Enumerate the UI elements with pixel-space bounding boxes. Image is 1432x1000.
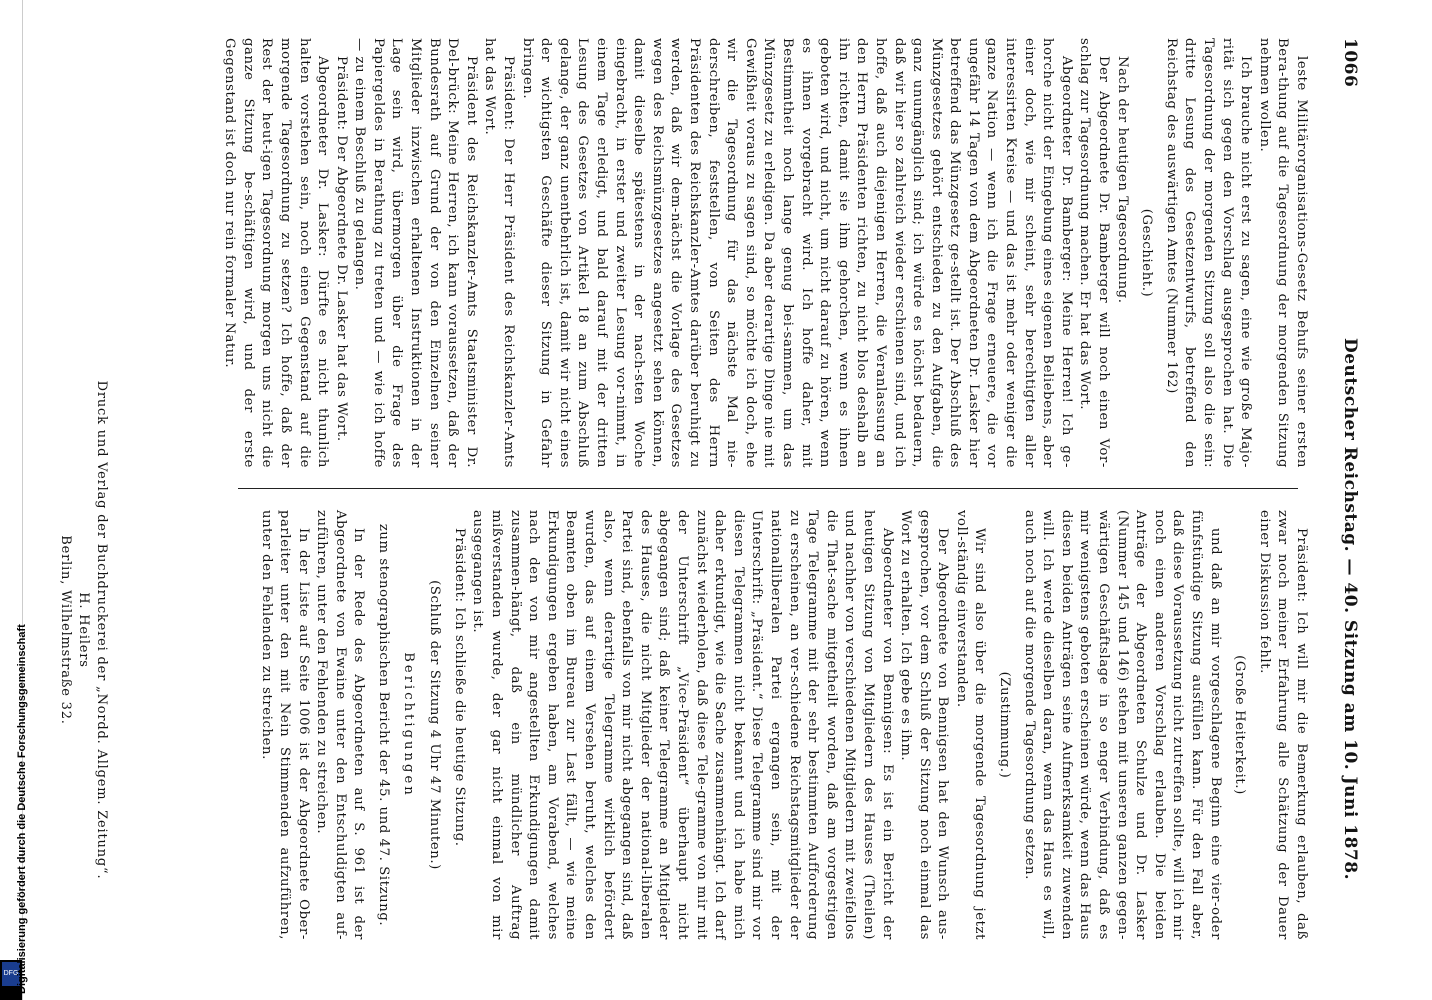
stage-direction: (Zustimmung.) bbox=[997, 671, 1013, 779]
paragraph: leste Militärorganisations-Gesetz Behufs seiner ersten Bera-thung auf die Tagesordnung der morgenden Sitzung nehmen wollen. bbox=[1256, 38, 1309, 468]
paragraph: und daß an mir vorgeschlagene Beginn eine vier-oder fünfstündige Sitzung ausfüllen kann. Für den Fall aber, daß diese Voraussetzung nicht zutreffen sollte, will ich mir noch einen anderen Vorschlag erlauben. Die beiden Anträge der Abgeordneten Schulze und Dr. Lasker (Nummer 145 und 146) stehen mit unseren ganzen gegen-wärtigen Geschäftslage in so enger Verbindung, daß es mir wenigstens geboten erscheinen würde, wenn das Haus diesen beiden Anträgen seine Aufmerksamkeit zuwenden will. Ich werde dieselben daran, wenn das Haus es will, auch noch auf die morgende Tagesordnung setzen. bbox=[1021, 510, 1223, 940]
paragraph: Präsident: Der Herr Präsident des Reichskanzler-Amts hat das Wort. bbox=[482, 38, 517, 468]
paragraph: Präsident des Reichskanzler-Amts Staatsminister Dr. Del-brück: Meine Herren, ich kann voraussetzen, daß der Bundesrath auf Grund der von den Einzelnen seiner Mitglieder inzwischen erhaltenen Instruktionen in der Lage sein wird, übermorgen über die Frage des Papiergeldes in Berathung zu treten und — wie ich hoffe — zu einem Beschluß zu gelangen. bbox=[352, 38, 479, 468]
running-title: Deutscher Reichstag. — 40. Sitzung am 10. Juni 1878. bbox=[1340, 338, 1360, 880]
left-column bbox=[210, 38, 1310, 468]
stage-direction: (Schluß der Sitzung 4 Uhr 47 Minuten.) bbox=[427, 580, 443, 870]
dfg-logo: DFG bbox=[2, 962, 20, 986]
paragraph: Präsident: Der Abgeordnete Dr. Lasker hat das Wort. bbox=[333, 56, 349, 442]
paragraph: In der Liste auf Seite 1006 ist der Abgeordnete Ober-parleiter unter den mit Nein Stimmenden aufzuführen, unter den Fehlenden zu streichen. bbox=[258, 510, 311, 940]
paragraph: In der Rede des Abgeordneten auf S. 961 ist der Abgeordnete von Ewaine unter den Entschuldigten auf-zuführen, unter den Fehlenden zu streichen. bbox=[314, 510, 367, 940]
paragraph: Abgeordneter von Bennigsen: Es ist ein Bericht der heutigen Sitzung von Mitgliedern des Hauses (Theilen) und nachher von verschiedenen Mitgliedern mit zweifellos die That-sache mitgetheilt worden, daß am vorgestrigen Tage Telegramme mit der sehr bestimmten Aufforderung zu erscheinen, an ver-schiedene Reichstagsmitglieder der nationalliberalen Partei ergangen sein, mit der Unterschrift: „Präsident.“ Diese Telegramme sind mir vor diesen Telegrammen nicht bekannt und ich habe mich daher erkundigt, wie die Sache zusammenhängt. Ich darf zunächst wiederholen, daß diese Tele-gramme von mir mit der Unterschrift „Vice-Präsident“ überhaupt nicht abgegangen sind; daß keiner Telegramme an Mitglieder des Hauses, die nicht Mitglieder der national-liberalen Partei sind, ebenfalls von mir nicht abgegangen sind, daß also, wenn derartige Telegramme wirklich befördert wurden, das auf einem Versehen beruht, welches den Beamten oben im Bureau zur Last fällt, — wie meine Erkundigungen ergeben haben, am Vorabend, welches nach den von mir angestellten Erkundigungen damit zusammen-hängt, daß ein mündlicher Auftrag mißverstanden wurde, der gar nicht einmal von mir ausgegangen ist. bbox=[470, 510, 895, 940]
paragraph: Ich brauche nicht erst zu sagen, eine wie große Majo-rität sich gegen den Vorschlag ausgesprochen hat. Die Tagesordnung der morgenden Sitzung soll also die sein: dritte Lesung des Gesetzentwurfs, betreffend den Reichstag des auswärtigen Amtes (Nummer 162) bbox=[1163, 38, 1254, 468]
page-number: 1066 bbox=[1340, 38, 1360, 88]
imprint-line-2: Berlin, Wilhelmstraße 32. bbox=[58, 535, 73, 725]
section-heading: Berichtigungen bbox=[400, 652, 416, 798]
paragraph: Abgeordneter Dr. Lasker: Dürfte es nicht thunlich halten vorstehen sein, noch einen Gegenstand auf die morgende Tagesordnung zu setzen? Ich hoffe, daß der Rest der heut-igen Tagesordnung morgen uns nicht die ganze Sitzung be-schäftigen wird, und der erste Gegenstand ist doch nur rein formaler Natur. bbox=[222, 38, 331, 468]
imprint-line-1: Druck und Verlag der Buchdruckerei der „Nordd. Allgem. Zeitung“. H. Heilers bbox=[76, 380, 109, 880]
paragraph: Nach der heutigen Tagesordnung. bbox=[1114, 56, 1130, 304]
stage-direction: (Große Heiterkeit.) bbox=[1232, 655, 1248, 795]
paragraph: Wir sind also über die morgende Tagesordnung jetzt voll-ständig einverstanden. bbox=[953, 510, 988, 940]
paragraph: Präsident: Ich will mir die Bemerkung erlauben, daß zwar noch meiner Erfahrung alle Schätzung der Dauer einer Diskussion fehlt. bbox=[1256, 510, 1309, 940]
right-column bbox=[210, 510, 1310, 940]
digitization-credit: Digitalisierung gefördert durch die Deutsche Forschungsgemeinschaft bbox=[16, 624, 28, 994]
stage-direction: zum stenographischen Bericht der 45. und 47. Sitzung. bbox=[376, 523, 392, 927]
paragraph: Abgeordneter Dr. Bamberger: Meine Herren! Ich ge-horche nicht der Eingebung eines eigenen Beliebens, aber einer doch, wie mir scheint, sehr berechtigten aller interessirten Kreise — und das ist mehr oder weniger die ganze Nation — wenn ich die Frage erneuere, die vor ungefähr 14 Tagen von dem Abgeordneten Dr. Lasker hier betreffend das Münzgesetz ge-stellt ist. Der Abschluß des Münzgesetzes gehört entschieden zu den Aufgaben, die ganz unumgänglich sind; ich würde es höchst bedauern, daß wir hier so zahlreich wieder erschienen sind, und ich hoffe, daß auch diejenigen Herren, die Veranlassung an den Herrn Präsidenten richten, zu nicht blos deshalb an ihn richten, damit sie ihm gehorchen, wenn es ihnen geboten wird, und nicht, um nicht darauf zu hören, wenn es ihnen vorgebracht wird. Ich hoffe daher, mit Bestimmtheit noch lange genug bei-sammen, um das Münzgesetz zu erledigen. Da aber derartige Dinge nie mit Gewißheit voraus zu sagen sind, so möchte ich doch, ehe wir die Tagesordnung für das nächste Mal nie-derschreiben, feststellen, von Seiten des Herrn Präsidenten des Reichskanzler-Amtes darüber beruhigt zu werden, daß wir dem-nächst die Vorlage des Gesetzes wegen des Reichsmünzgesetzes angesetzt sehen können, damit dieselbe spätestens in der nach-sten Woche eingebracht, in erster und zweiter Lesung vor-nimmt, in einem Tage erledigt, und bald darauf mit der dritten Lesung des Gesetzes von Artikel 18 an zum Abschluß gelange, der ganz unentbehrlich ist, damit wir nicht eines der wichtigsten Geschäfte dieser Sitzung in Gefahr bringen. bbox=[519, 38, 1074, 468]
paragraph: Der Abgeordnete Dr. Bamberger will noch einen Vor-schlag zur Tagesordnung machen. Er hat das Wort. bbox=[1077, 38, 1112, 468]
stage-direction: (Geschieht.) bbox=[1139, 208, 1155, 298]
printer-imprint bbox=[56, 380, 110, 880]
paragraph: Der Abgeordnete von Bennigsen hat den Wunsch aus-gesprochen, vor dem Schluß der Sitzung noch einmal das Wort zu erhalten. Ich gebe es ihm. bbox=[898, 510, 951, 940]
column-divider bbox=[238, 488, 1298, 489]
paragraph: Präsident: Ich schließe die heutige Sitzung. bbox=[451, 528, 467, 847]
page-header bbox=[1334, 38, 1360, 958]
